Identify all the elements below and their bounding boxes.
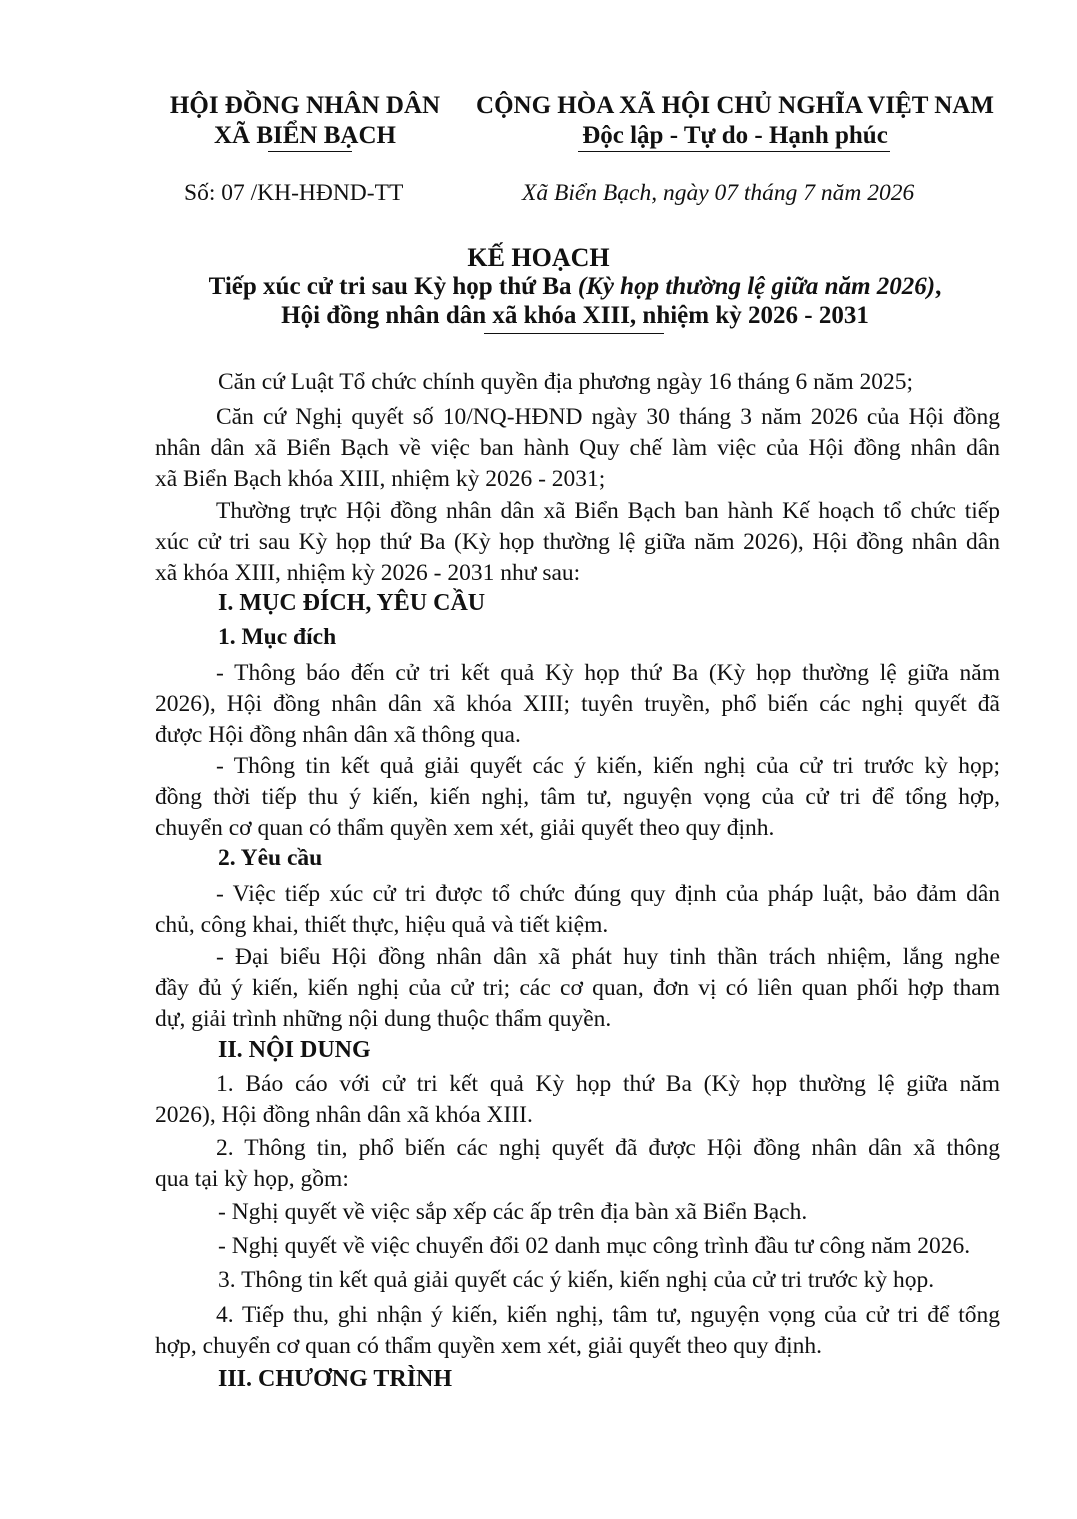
issuing-statement xyxy=(155,496,1000,589)
motto-underline xyxy=(578,151,890,152)
purpose-paragraph-1 xyxy=(155,658,1000,751)
requirements-paragraph-1 xyxy=(155,879,1000,941)
subtitle-italic: (Kỳ họp thường lệ giữa năm 2026) xyxy=(577,273,936,300)
text-line: 2026), Hội đồng nhân dân xã khóa XIII. xyxy=(155,1102,533,1128)
subtitle-comma: , xyxy=(935,273,942,300)
text-line: dự, giải trình những nội dung thuộc thẩm quyền. xyxy=(155,1006,612,1032)
requirements-paragraph-2 xyxy=(155,942,1000,1035)
text-line: xúc cử tri sau Kỳ họp thứ Ba (Kỳ họp thường lệ giữa năm 2026), Hội đồng nhân dân xyxy=(155,529,1000,555)
text-line: được Hội đồng nhân dân xã thông qua. xyxy=(155,722,521,748)
text-line: - Thông báo đến cử tri kết quả Kỳ họp thứ Ba (Kỳ họp thường lệ giữa năm xyxy=(216,660,1000,686)
issuer-name: HỘI ĐỒNG NHÂN DÂN xyxy=(169,92,441,119)
content-item-1 xyxy=(155,1069,1000,1131)
text-line: hợp, chuyển cơ quan có thẩm quyền xem xét, giải quyết theo quy định. xyxy=(155,1333,823,1359)
national-title: CỘNG HÒA XÃ HỘI CHỦ NGHĨA VIỆT NAM xyxy=(476,92,994,119)
text-line: qua tại kỳ họp, gồm: xyxy=(155,1166,349,1192)
title-underline xyxy=(484,333,664,334)
text-line: Thường trực Hội đồng nhân dân xã Biển Bạch ban hành Kế hoạch tổ chức tiếp xyxy=(216,498,1000,524)
place-and-date: Xã Biển Bạch, ngày 07 tháng 7 năm 2026 xyxy=(522,180,915,206)
purpose-paragraph-2 xyxy=(155,751,1000,844)
subtitle-text: Tiếp xúc cử tri sau Kỳ họp thứ Ba xyxy=(208,273,578,300)
section-heading-3: III. CHƯƠNG TRÌNH xyxy=(218,1366,453,1392)
resolution-item-2: - Nghị quyết về việc chuyển đổi 02 danh mục công trình đầu tư công năm 2026. xyxy=(218,1233,971,1259)
text-line: Căn cứ Nghị quyết số 10/NQ-HĐND ngày 30 tháng 3 năm 2026 của Hội đồng xyxy=(216,404,1000,430)
issuer-underline xyxy=(268,151,352,152)
text-line: 4. Tiếp thu, ghi nhận ý kiến, kiến nghị, tâm tư, nguyện vọng của cử tri để tổng xyxy=(216,1302,1000,1328)
issuer-commune: XÃ BIỂN BẠCH xyxy=(214,122,396,149)
text-line: chủ, công khai, thiết thực, hiệu quả và tiết kiệm. xyxy=(155,912,609,938)
text-line: 1. Báo cáo với cử tri kết quả Kỳ họp thứ Ba (Kỳ họp thường lệ giữa năm xyxy=(216,1071,1000,1097)
legal-basis-2 xyxy=(155,402,1000,495)
legal-basis-1: Căn cứ Luật Tổ chức chính quyền địa phương ngày 16 tháng 6 năm 2025; xyxy=(218,369,914,395)
document-subtitle-line1 xyxy=(0,273,1077,301)
text-line: đồng thời tiếp thu ý kiến, kiến nghị, tâm tư, nguyện vọng của cử tri để tổng hợp, xyxy=(155,784,1000,810)
national-motto: Độc lập - Tự do - Hạnh phúc xyxy=(582,122,888,149)
text-line: 2. Thông tin, phổ biến các nghị quyết đã được Hội đồng nhân dân xã thông xyxy=(216,1135,1000,1161)
document-title: KẾ HOẠCH xyxy=(467,243,610,272)
text-line: xã khóa XIII, nhiệm kỳ 2026 - 2031 như sau: xyxy=(155,560,581,586)
text-line: chuyển cơ quan có thẩm quyền xem xét, giải quyết theo quy định. xyxy=(155,815,775,841)
document-number: Số: 07 /KH-HĐND-TT xyxy=(184,180,404,206)
resolution-item-1: - Nghị quyết về việc sắp xếp các ấp trên địa bàn xã Biển Bạch. xyxy=(218,1199,808,1225)
subsection-heading-purpose: 1. Mục đích xyxy=(218,624,337,650)
text-line: đầy đủ ý kiến, kiến nghị của cử tri; các cơ quan, đơn vị có liên quan phối hợp tham xyxy=(155,975,1000,1001)
content-item-4 xyxy=(155,1300,1000,1362)
document-subtitle-line2: Hội đồng nhân dân xã khóa XIII, nhiệm kỳ 2026 - 2031 xyxy=(281,302,869,329)
text-line: xã Biển Bạch khóa XIII, nhiệm kỳ 2026 - 2031; xyxy=(155,466,606,492)
text-line: - Thông tin kết quả giải quyết các ý kiến, kiến nghị của cử tri trước kỳ họp; xyxy=(216,753,1000,779)
section-heading-2: II. NỘI DUNG xyxy=(218,1037,371,1063)
content-item-3: 3. Thông tin kết quả giải quyết các ý kiến, kiến nghị của cử tri trước kỳ họp. xyxy=(218,1267,935,1293)
subsection-heading-requirements: 2. Yêu cầu xyxy=(218,845,323,871)
text-line: nhân dân xã Biển Bạch về việc ban hành Quy chế làm việc của Hội đồng nhân dân xyxy=(155,435,1000,461)
section-heading-1: I. MỤC ĐÍCH, YÊU CẦU xyxy=(218,590,486,616)
text-line: 2026), Hội đồng nhân dân xã khóa XIII; tuyên truyền, phổ biến các nghị quyết đã xyxy=(155,691,1000,717)
content-item-2 xyxy=(155,1133,1000,1195)
text-line: - Việc tiếp xúc cử tri được tổ chức đúng quy định của pháp luật, bảo đảm dân xyxy=(216,881,1000,907)
text-line: - Đại biểu Hội đồng nhân dân xã phát huy tinh thần trách nhiệm, lắng nghe xyxy=(216,944,1000,970)
